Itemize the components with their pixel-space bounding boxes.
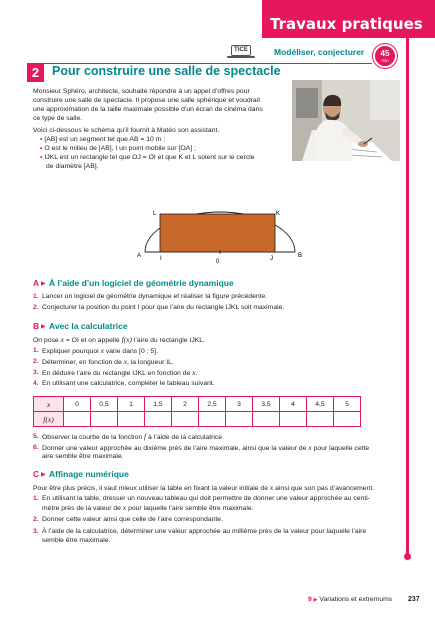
exercise-number: 2: [27, 63, 44, 82]
table-row-x: [34, 397, 361, 412]
table-cell: 2,5: [199, 397, 226, 412]
table-head-fx: f(x): [34, 412, 64, 427]
page-number: 237: [408, 596, 420, 603]
item-number: 3.: [33, 528, 39, 535]
label-j: J: [270, 256, 273, 262]
item-number: 2.: [33, 516, 39, 523]
part-b-item-1: Expliquer pourquoi x varie dans [0 ; 5].: [42, 346, 158, 355]
table-cell: 4: [280, 397, 307, 412]
table-cell-empty[interactable]: [280, 412, 307, 427]
table-cell-empty[interactable]: [199, 412, 226, 427]
side-decoration-dot: [404, 553, 411, 560]
chapter-number: 9: [308, 596, 312, 603]
table-cell-empty[interactable]: [64, 412, 91, 427]
table-cell: 0: [64, 397, 91, 412]
table-cell: 0,5: [91, 397, 118, 412]
intro-line: construire une salle de spectacle. Il propose une salle sphérique et voudrait: [33, 97, 261, 104]
part-c-item-1: En utilisant la table, dresser un nouveau tableau qui doit permettre de donner une valeur approchée au centi-: [42, 495, 370, 502]
side-decoration-line: [406, 36, 409, 554]
part-c-item-3-continued: semble être maximale.: [42, 537, 111, 544]
timer-value: 45: [380, 49, 390, 58]
item-number: 1.: [33, 293, 39, 300]
table-cell: 1,5: [145, 397, 172, 412]
label-l: L: [153, 211, 157, 217]
exercise-title: Pour construire une salle de spectacle: [52, 64, 281, 78]
table-cell: 2: [172, 397, 199, 412]
part-b-item-4: En utilisant une calculatrice, compléter le tableau suivant.: [42, 380, 215, 387]
schema-line: Voici ci-dessous le schéma qu’il fournit à Matéo son assistant.: [33, 127, 220, 134]
table-cell-empty[interactable]: [226, 412, 253, 427]
label-b: B: [298, 253, 303, 259]
item-number: 2.: [33, 304, 39, 311]
part-b-item-6-continued: aire semble être maximale.: [42, 453, 124, 460]
part-b-item-2: Déterminer, en fonction de x, la longueur IL.: [42, 357, 174, 366]
part-a-letter: A: [33, 278, 40, 288]
chapter-arrow-icon: ▶: [313, 597, 318, 603]
timer-unit: min: [381, 58, 389, 63]
table-cell-empty[interactable]: [145, 412, 172, 427]
part-b-arrow-icon: ▶: [41, 324, 46, 330]
table-cell: 3: [226, 397, 253, 412]
label-i: I: [160, 256, 162, 262]
table-head-x: x: [34, 397, 64, 412]
item-number: 2.: [33, 358, 39, 365]
intro-line: une approximation de la taille maximale possible d’un écran de cinéma dans: [33, 106, 263, 113]
rectangle-ijkl: [160, 214, 275, 252]
table-cell: 5: [334, 397, 361, 412]
part-b-intro: On pose x = OI et on appelle f(x) l’aire du rectangle IJKL.: [33, 335, 205, 344]
part-c-item-3: À l’aide de la calculatrice, déterminer une valeur approchée au millième près de la valeur pour laquelle l’aire: [42, 528, 367, 535]
semicircle-rectangle-figure: [135, 200, 305, 272]
intro-line: Monsieur Sphéro, architecte, souhaite répondre à un appel d’offres pour: [33, 88, 250, 95]
bullet-item: • IJKL est un rectangle tel que OJ = OI et que K et L soient sur le cercle: [40, 154, 255, 161]
part-c-title: Affinage numérique: [49, 469, 129, 479]
timer-badge: [373, 44, 397, 68]
item-number: 3.: [33, 369, 39, 376]
footer-chapter: [308, 596, 392, 603]
table-cell-empty[interactable]: [91, 412, 118, 427]
chapter-title: Variations et extremums: [319, 596, 393, 603]
label-k: K: [276, 211, 281, 217]
tice-laptop-base: [227, 56, 255, 58]
table-cell-empty[interactable]: [172, 412, 199, 427]
part-a-item-1: Lancer un logiciel de géométrie dynamique et réaliser la figure précédente.: [42, 293, 268, 300]
table-cell: 1: [118, 397, 145, 412]
page-section-title: Travaux pratiques: [270, 15, 423, 33]
part-b-title: Avec la calculatrice: [49, 321, 128, 331]
value-table: [33, 396, 361, 427]
bullet-item-continued: de diamètre [AB].: [46, 163, 99, 170]
item-number: 1.: [33, 347, 39, 354]
architect-photo: [292, 80, 400, 161]
part-c-intro: Pour être plus précis, il vaut mieux utiliser la table en fixant la valeur initiale de x ainsi que son pas d’avancement.: [33, 483, 375, 492]
part-c-item-2: Donner cette valeur ainsi que celle de l’aire correspondante.: [42, 516, 223, 523]
item-number: 6.: [33, 444, 39, 451]
item-number: 4.: [33, 380, 39, 387]
part-c-item-1-continued: mètre près de la valeur de x pour laquelle l’aire semble être maximale.: [42, 503, 254, 512]
table-row-fx: [34, 412, 361, 427]
table-cell-empty[interactable]: [307, 412, 334, 427]
label-o: 0: [216, 259, 220, 265]
part-b-letter: B: [33, 321, 40, 331]
part-b-item-3: En déduire l’aire du rectangle IJKL en fonction de x.: [42, 368, 198, 377]
tice-laptop-icon: TICE: [231, 45, 251, 56]
table-cell-empty[interactable]: [253, 412, 280, 427]
table-cell: 4,5: [307, 397, 334, 412]
intro-line: ce type de salle.: [33, 115, 83, 122]
table-cell-empty[interactable]: [334, 412, 361, 427]
part-b-item-6: Donner une valeur approchée au dixième près de l’aire maximale, ainsi que la valeur de x pour laquelle cette: [42, 443, 370, 452]
item-number: 5.: [33, 433, 39, 440]
item-number: 1.: [33, 495, 39, 502]
skill-tag: Modéliser, conjecturer: [274, 47, 365, 57]
part-c-arrow-icon: ▶: [41, 472, 46, 478]
bullet-item: • O est le milieu de [AB], I un point mobile sur [OA] ;: [40, 145, 196, 152]
part-c-letter: C: [33, 469, 40, 479]
part-a-title: À l’aide d’un logiciel de géométrie dynamique: [49, 278, 234, 288]
bullet-item: • [AB] est un segment tel que AB = 10 m ;: [40, 136, 166, 143]
part-b-item-5: Observer la courbe de la fonction f à l’aide de la calculatrice.: [42, 432, 224, 441]
part-a-arrow-icon: ▶: [41, 281, 46, 287]
table-cell-empty[interactable]: [118, 412, 145, 427]
part-a-item-2: Conjecturer la position du point I pour que l’aire du rectangle IJKL soit maximale.: [42, 304, 285, 311]
label-a: A: [137, 253, 142, 259]
table-cell: 3,5: [253, 397, 280, 412]
